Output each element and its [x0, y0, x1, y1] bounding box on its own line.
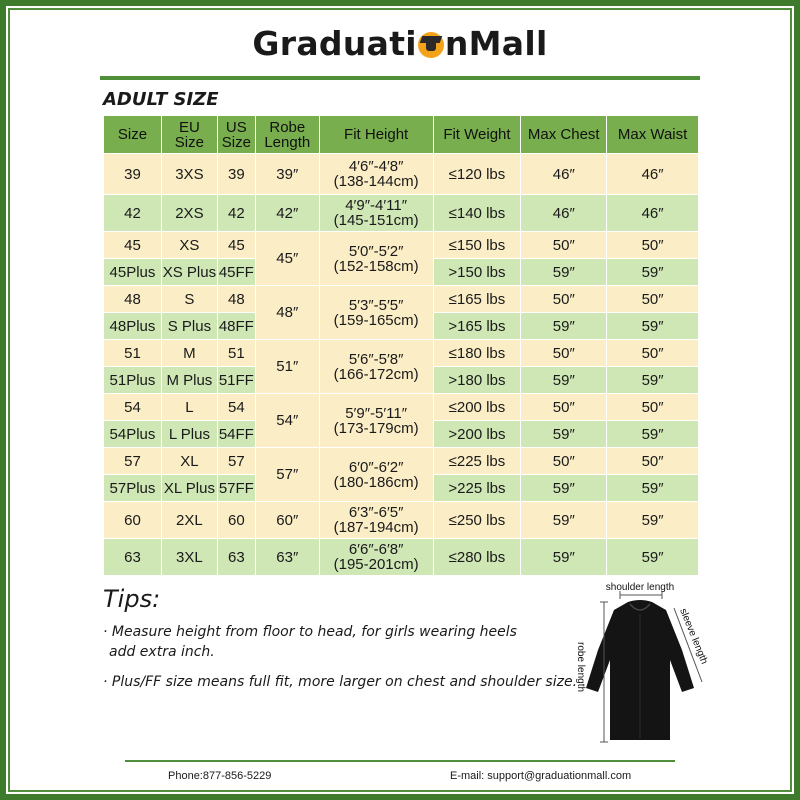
- fit-height-ft: 6′0″-6′2″: [348, 458, 404, 476]
- cell-eu: 2XS: [161, 195, 217, 232]
- cell-weight: ≤200 lbs: [433, 394, 521, 421]
- cell-size: 54: [104, 394, 162, 421]
- cell-chest: 59″: [521, 502, 607, 539]
- cell-fit-height: [319, 394, 433, 448]
- column-header: Max Waist: [607, 116, 699, 154]
- fit-height-cm: (145-151cm): [333, 212, 419, 229]
- cell-robe: 48″: [255, 286, 319, 340]
- cell-eu: S Plus: [161, 313, 217, 340]
- fit-height-cm: (173-179cm): [333, 419, 419, 437]
- cell-eu: 3XL: [161, 539, 217, 576]
- column-header: Fit Height: [319, 116, 433, 154]
- table-row: [104, 539, 699, 576]
- fit-height-cm: (180-186cm): [333, 473, 419, 491]
- cell-size: 51: [104, 340, 162, 367]
- cell-us: 57FF: [217, 475, 255, 502]
- fit-height-cm: (195-201cm): [333, 556, 419, 573]
- cell-weight: ≤225 lbs: [433, 448, 521, 475]
- cell-eu: XS: [161, 232, 217, 259]
- cell-waist: 50″: [607, 448, 699, 475]
- tip-height: [103, 622, 517, 662]
- tips-title: Tips:: [103, 585, 161, 613]
- cell-waist: 50″: [607, 232, 699, 259]
- cell-eu: 3XS: [161, 154, 217, 195]
- cell-weight: ≤250 lbs: [433, 502, 521, 539]
- cell-weight: ≤140 lbs: [433, 195, 521, 232]
- cell-robe: 63″: [255, 539, 319, 576]
- cell-weight: ≤180 lbs: [433, 340, 521, 367]
- cell-weight: >180 lbs: [433, 367, 521, 394]
- cell-us: 45FF: [217, 259, 255, 286]
- cell-size: 48: [104, 286, 162, 313]
- cell-weight: >150 lbs: [433, 259, 521, 286]
- gown-illustration: [586, 600, 694, 740]
- column-header: Robe Length: [255, 116, 319, 154]
- fit-height-ft: 5′0″-5′2″: [348, 242, 404, 260]
- cell-robe: 57″: [255, 448, 319, 502]
- cell-weight: ≤150 lbs: [433, 232, 521, 259]
- fit-height-ft: 6′6″-6′8″: [348, 541, 404, 558]
- cell-size: 51Plus: [104, 367, 162, 394]
- cell-fit-height: [319, 502, 433, 539]
- cell-us: 39: [217, 154, 255, 195]
- cell-fit-height: [319, 232, 433, 286]
- fit-height-ft: 4′6″-4′8″: [348, 158, 404, 175]
- cell-weight: >165 lbs: [433, 313, 521, 340]
- cell-eu: M: [161, 340, 217, 367]
- cell-us: 57: [217, 448, 255, 475]
- column-header: Size: [104, 116, 162, 154]
- table-row: [104, 232, 699, 259]
- size-chart-table: [103, 115, 699, 576]
- cell-us: 54FF: [217, 421, 255, 448]
- graduation-cap-icon: [418, 32, 444, 58]
- cell-eu: M Plus: [161, 367, 217, 394]
- section-title: ADULT SIZE: [103, 89, 219, 110]
- fit-height-cm: (166-172cm): [333, 365, 419, 383]
- shoulder-length-label: shoulder length: [605, 582, 675, 593]
- gown-diagram: [570, 580, 710, 755]
- cell-size: 39: [104, 154, 162, 195]
- cell-waist: 59″: [607, 259, 699, 286]
- cell-size: 57Plus: [104, 475, 162, 502]
- cell-chest: 50″: [521, 286, 607, 313]
- cell-us: 54: [217, 394, 255, 421]
- fit-height-ft: 6′3″-6′5″: [348, 504, 404, 521]
- cell-chest: 59″: [521, 313, 607, 340]
- tip-height-line2: add extra inch.: [109, 644, 215, 660]
- brand-text-start: Graduati: [252, 24, 417, 63]
- brand-text-end: nMall: [444, 24, 548, 63]
- cell-us: 48FF: [217, 313, 255, 340]
- column-header: EU Size: [161, 116, 217, 154]
- brand-logo: [0, 24, 800, 63]
- cell-us: 60: [217, 502, 255, 539]
- cell-waist: 59″: [607, 475, 699, 502]
- fit-height-ft: 5′3″-5′5″: [348, 296, 404, 314]
- cell-waist: 59″: [607, 313, 699, 340]
- cell-chest: 50″: [521, 340, 607, 367]
- cell-robe: 39″: [255, 154, 319, 195]
- cell-weight: ≤165 lbs: [433, 286, 521, 313]
- table-row: [104, 340, 699, 367]
- bottom-divider: [125, 760, 675, 762]
- fit-height-cm: (138-144cm): [333, 173, 419, 190]
- cell-chest: 50″: [521, 394, 607, 421]
- column-header: Fit Weight: [433, 116, 521, 154]
- cell-size: 48Plus: [104, 313, 162, 340]
- cell-size: 63: [104, 539, 162, 576]
- cell-size: 45: [104, 232, 162, 259]
- cell-fit-height: [319, 539, 433, 576]
- table-row: [104, 154, 699, 195]
- cell-weight: >225 lbs: [433, 475, 521, 502]
- cell-size: 57: [104, 448, 162, 475]
- cell-waist: 50″: [607, 394, 699, 421]
- fit-height-ft: 5′9″-5′11″: [345, 404, 408, 422]
- fit-height-cm: (152-158cm): [333, 257, 419, 275]
- fit-height-ft: 4′9″-4′11″: [345, 197, 408, 214]
- cell-us: 45: [217, 232, 255, 259]
- cell-waist: 59″: [607, 367, 699, 394]
- cell-eu: L: [161, 394, 217, 421]
- cell-fit-height: [319, 340, 433, 394]
- cell-chest: 59″: [521, 539, 607, 576]
- cell-waist: 59″: [607, 539, 699, 576]
- fit-height-cm: (187-194cm): [333, 519, 419, 536]
- cell-eu: XL Plus: [161, 475, 217, 502]
- cell-weight: ≤280 lbs: [433, 539, 521, 576]
- cell-robe: 51″: [255, 340, 319, 394]
- cell-us: 48: [217, 286, 255, 313]
- cell-eu: S: [161, 286, 217, 313]
- cell-eu: XL: [161, 448, 217, 475]
- cell-robe: 42″: [255, 195, 319, 232]
- tip-plus-line1: · Plus/FF size means full fit, more larger on chest and shoulder size.: [103, 674, 578, 690]
- cell-eu: XS Plus: [161, 259, 217, 286]
- phone-text: Phone:877-856-5229: [168, 770, 272, 782]
- fit-height-ft: 5′6″-5′8″: [348, 350, 404, 368]
- cell-waist: 59″: [607, 502, 699, 539]
- cell-chest: 50″: [521, 448, 607, 475]
- cell-waist: 46″: [607, 195, 699, 232]
- cell-waist: 59″: [607, 421, 699, 448]
- cell-weight: ≤120 lbs: [433, 154, 521, 195]
- cell-weight: >200 lbs: [433, 421, 521, 448]
- column-header: Max Chest: [521, 116, 607, 154]
- column-header: US Size: [217, 116, 255, 154]
- top-divider: [100, 76, 700, 80]
- cell-size: 45Plus: [104, 259, 162, 286]
- cell-waist: 50″: [607, 286, 699, 313]
- cell-fit-height: [319, 154, 433, 195]
- table-row: [104, 448, 699, 475]
- email-link[interactable]: E-mail: support@graduationmall.com: [450, 770, 632, 782]
- cell-chest: 50″: [521, 232, 607, 259]
- tip-height-line1: · Measure height from floor to head, for girls wearing heels: [103, 624, 517, 640]
- cell-us: 51FF: [217, 367, 255, 394]
- cell-fit-height: [319, 286, 433, 340]
- cell-fit-height: [319, 195, 433, 232]
- table-row: [104, 394, 699, 421]
- cell-size: 42: [104, 195, 162, 232]
- cell-waist: 46″: [607, 154, 699, 195]
- sleeve-length-label: sleeve length: [677, 607, 710, 666]
- table-row: [104, 195, 699, 232]
- cell-us: 42: [217, 195, 255, 232]
- fit-height-cm: (159-165cm): [333, 311, 419, 329]
- cell-chest: 59″: [521, 475, 607, 502]
- cell-chest: 59″: [521, 421, 607, 448]
- cell-eu: L Plus: [161, 421, 217, 448]
- cell-size: 60: [104, 502, 162, 539]
- tip-plus: [103, 672, 577, 692]
- cell-us: 51: [217, 340, 255, 367]
- cell-chest: 46″: [521, 154, 607, 195]
- robe-length-label: robe length: [575, 642, 586, 693]
- cell-robe: 45″: [255, 232, 319, 286]
- table-row: [104, 286, 699, 313]
- cell-robe: 54″: [255, 394, 319, 448]
- cell-robe: 60″: [255, 502, 319, 539]
- cell-chest: 59″: [521, 367, 607, 394]
- cell-fit-height: [319, 448, 433, 502]
- cell-size: 54Plus: [104, 421, 162, 448]
- table-row: [104, 502, 699, 539]
- cell-us: 63: [217, 539, 255, 576]
- table-header-row: [104, 116, 699, 154]
- cell-chest: 46″: [521, 195, 607, 232]
- cell-chest: 59″: [521, 259, 607, 286]
- cell-eu: 2XL: [161, 502, 217, 539]
- cell-waist: 50″: [607, 340, 699, 367]
